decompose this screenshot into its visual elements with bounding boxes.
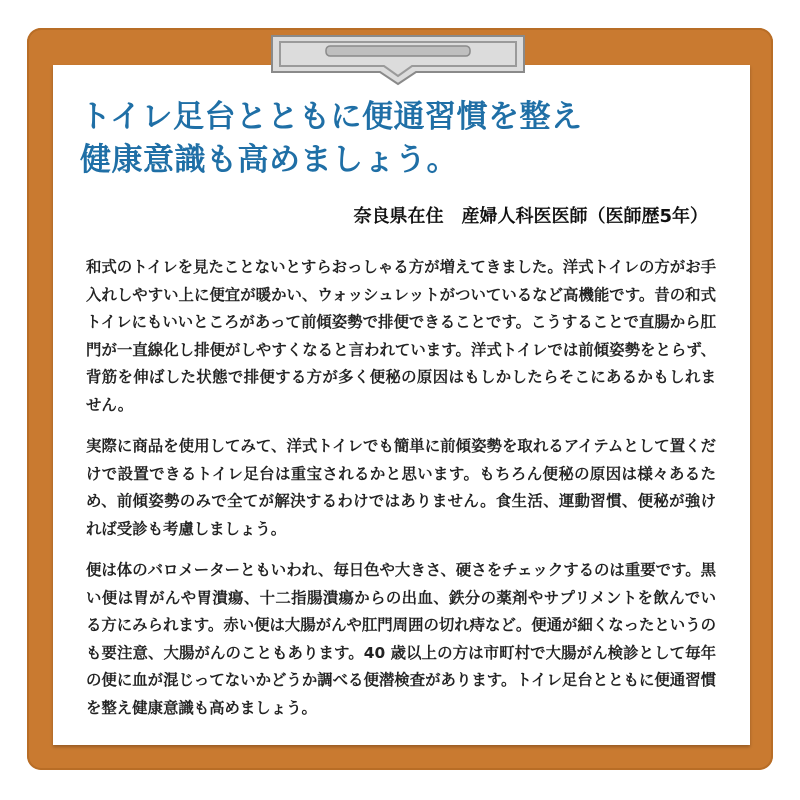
- clipboard-clip-icon: [266, 34, 530, 86]
- paragraph-1: 和式のトイレを見たことないとすらおっしゃる方が増えてきました。洋式トイレの方がお手入れしやすい上に便宜が暖かい、ウォッシュレットがついているなど高機能です。昔の和式トイレにもいいところがあって前傾姿勢で排便できることです。こうすることで直腸から肛門が一直線化し排便がしやすくなると言われています。洋式トイレでは前傾姿勢をとらず、背筋を伸ばした状態で排便する方が多く便秘の原因はもしかしたらそこにあるかもしれません。: [86, 258, 716, 414]
- headline: [80, 96, 740, 182]
- paragraph-2: 実際に商品を使用してみて、洋式トイレでも簡単に前傾姿勢を取れるアイテムとして置くだけで設置できるトイレ足台は重宝されるかと思います。もちろん便秘の原因は様々あるため、前傾姿勢のみで全てが解決するわけではありません。食生活、運動習慣、便秘が強ければ受診も考慮しましょう。: [86, 437, 716, 538]
- headline-line-2: 健康意識も高めましょう。: [80, 142, 458, 178]
- article-body: [86, 254, 716, 736]
- headline-line-1: トイレ足台とともに便通習慣を整え: [80, 99, 583, 135]
- author-credit: 奈良県在住 産婦人科医医師（医師歴5年）: [353, 206, 708, 227]
- paragraph-3: 便は体のバロメーターともいわれ、毎日色や大きさ、硬さをチェックするのは重要です。黒い便は胃がんや胃潰瘍、十二指腸潰瘍からの出血、鉄分の薬剤やサプリメントを飲んでいる方にみられます。赤い便は大腸がんや肛門周囲の切れ痔など。便通が細くなったというのも要注意、大腸がんのこともあります。40 歳以上の方は市町村で大腸がん検診として毎年の便に血が混じってないかどうか調べる便潜検査があります。トイレ足台とともに便通習慣を整え健康意識も高めましょう。: [86, 561, 716, 717]
